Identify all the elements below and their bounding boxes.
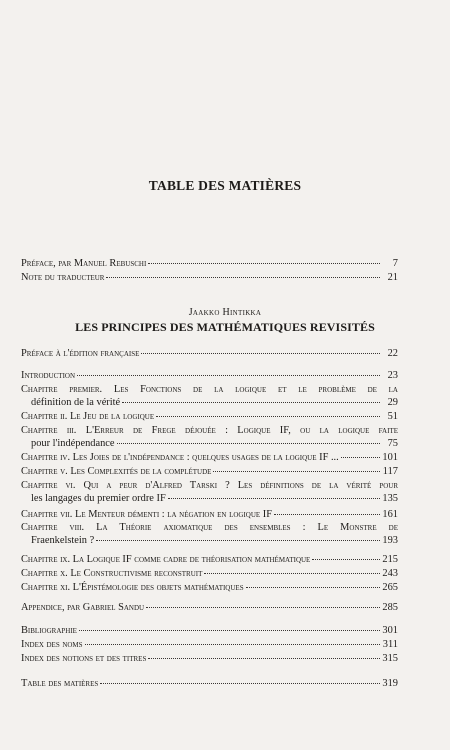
toc-entry[interactable]: [21, 479, 398, 505]
dot-leader: [168, 497, 380, 499]
toc-entry-page: 23: [387, 370, 398, 381]
toc-entry-title: Appendice, par Gabriel Sandu: [21, 602, 145, 613]
toc-entry-page: 21: [387, 272, 398, 283]
toc-entry-page: 311: [382, 639, 398, 650]
toc-entry-page: 22: [387, 348, 398, 359]
toc-entry[interactable]: [21, 271, 398, 284]
toc-entry-page: 319: [382, 678, 398, 689]
page-title: TABLE DES MATIÈRES: [148, 178, 302, 193]
dot-leader: [148, 262, 380, 264]
toc-entry-title: Chapitre premier. Les Fonctions de la logique et le problème de la: [21, 384, 398, 395]
dot-leader: [148, 657, 380, 659]
dot-leader: [122, 401, 380, 403]
toc-entry-title: Index des noms: [21, 639, 83, 650]
toc-entry-title: Bibliographie: [21, 625, 77, 636]
toc-entry[interactable]: [21, 347, 398, 360]
toc-entry-title: Préface à l'édition française: [21, 348, 140, 359]
toc-entry-page: 75: [387, 438, 398, 449]
toc-entry[interactable]: [21, 465, 398, 478]
toc-entry-title: Chapitre x. Le Constructivisme reconstruit: [21, 568, 203, 579]
toc-entry-title-continued: les langages du premier ordre IF: [31, 493, 166, 504]
toc-entry[interactable]: [21, 601, 398, 614]
toc-entry[interactable]: [21, 508, 398, 521]
dot-leader: [141, 352, 380, 354]
toc-entry-title-continued: Fraenkelstein ?: [31, 535, 95, 546]
toc-entry-page: 243: [382, 568, 398, 579]
toc-entry-title: Préface, par Manuel Rebuschi: [21, 258, 147, 269]
toc-entry-title: Chapitre ix. La Logique IF comme cadre de théorisation mathématique: [21, 554, 311, 565]
dot-leader: [156, 415, 380, 417]
dot-leader: [341, 456, 380, 458]
toc-entry[interactable]: [21, 677, 398, 690]
toc-entry-page: 161: [382, 509, 398, 520]
dot-leader: [213, 470, 380, 472]
dot-leader: [85, 643, 380, 645]
toc-entry-page: 215: [382, 554, 398, 565]
toc-entry-page: 285: [382, 602, 398, 613]
toc-entry-title: Introduction: [21, 370, 76, 381]
toc-entry[interactable]: [21, 521, 398, 547]
dot-leader: [204, 572, 380, 574]
toc-entry[interactable]: [21, 581, 398, 594]
dot-leader: [312, 558, 380, 560]
toc-entry-title: Chapitre viii. La Théorie axiomatique des ensembles : Le Monstre de: [21, 522, 398, 533]
dot-leader: [77, 374, 380, 376]
toc-entry-page: 265: [382, 582, 398, 593]
toc-entry-title-continued: pour l'indépendance: [31, 438, 115, 449]
toc-entry-page: 193: [382, 535, 398, 546]
toc-entry-title: Chapitre ii. Le Jeu de la logique: [21, 411, 155, 422]
toc-entry-page: 29: [387, 397, 398, 408]
toc-entry[interactable]: [21, 638, 398, 651]
toc-entry-page: 135: [382, 493, 398, 504]
toc-entry-page: 117: [382, 466, 398, 477]
dot-leader: [146, 606, 380, 608]
toc-entry[interactable]: [21, 652, 398, 665]
toc-entry[interactable]: [21, 424, 398, 450]
toc-entry-title: Chapitre vi. Qui a peur d'Alfred Tarski ? Les définitions de la vérité pour: [21, 480, 398, 491]
book-title: LES PRINCIPES DES MATHÉMATIQUES REVISITÉS: [75, 320, 375, 334]
toc-entry-page: 301: [382, 625, 398, 636]
toc-entry-title: Note du traducteur: [21, 272, 105, 283]
toc-entry[interactable]: [21, 553, 398, 566]
toc-entry[interactable]: [21, 257, 398, 270]
toc-entry-page: 7: [392, 258, 398, 269]
dot-leader: [106, 276, 380, 278]
toc-entry[interactable]: [21, 567, 398, 580]
toc-entry[interactable]: [21, 410, 398, 423]
dot-leader: [100, 682, 380, 684]
toc-entry-title: Chapitre xi. L'Épistémologie des objets mathématiques: [21, 582, 244, 593]
toc-entry-title-continued: définition de la vérité: [31, 397, 121, 408]
toc-entry[interactable]: [21, 369, 398, 382]
toc-entry-page: 51: [387, 411, 398, 422]
toc-entry-title: Chapitre vii. Le Menteur démenti : la négation en logique IF: [21, 509, 273, 520]
toc-entry-title: Chapitre iv. Les Joies de l'indépendance : quelques usages de la logique IF ...: [21, 452, 339, 463]
toc-entry-title: Chapitre v. Les Complexités de la complétude: [21, 466, 212, 477]
dot-leader: [96, 539, 380, 541]
dot-leader: [79, 629, 380, 631]
toc-entry-page: 101: [382, 452, 398, 463]
toc-entry[interactable]: [21, 383, 398, 409]
toc-entry-title: Index des notions et des titres: [21, 653, 147, 664]
dot-leader: [274, 513, 380, 515]
toc-entry[interactable]: [21, 624, 398, 637]
toc-entry-title: Chapitre iii. L'Erreur de Frege déjouée : Logique IF, ou la logique faite: [21, 425, 398, 436]
toc-entry-title: Table des matières: [21, 678, 99, 689]
book-author: Jaakko Hintikka: [188, 307, 262, 318]
dot-leader: [246, 586, 380, 588]
dot-leader: [117, 442, 380, 444]
toc-entry[interactable]: [21, 451, 398, 464]
toc-entry-page: 315: [382, 653, 398, 664]
